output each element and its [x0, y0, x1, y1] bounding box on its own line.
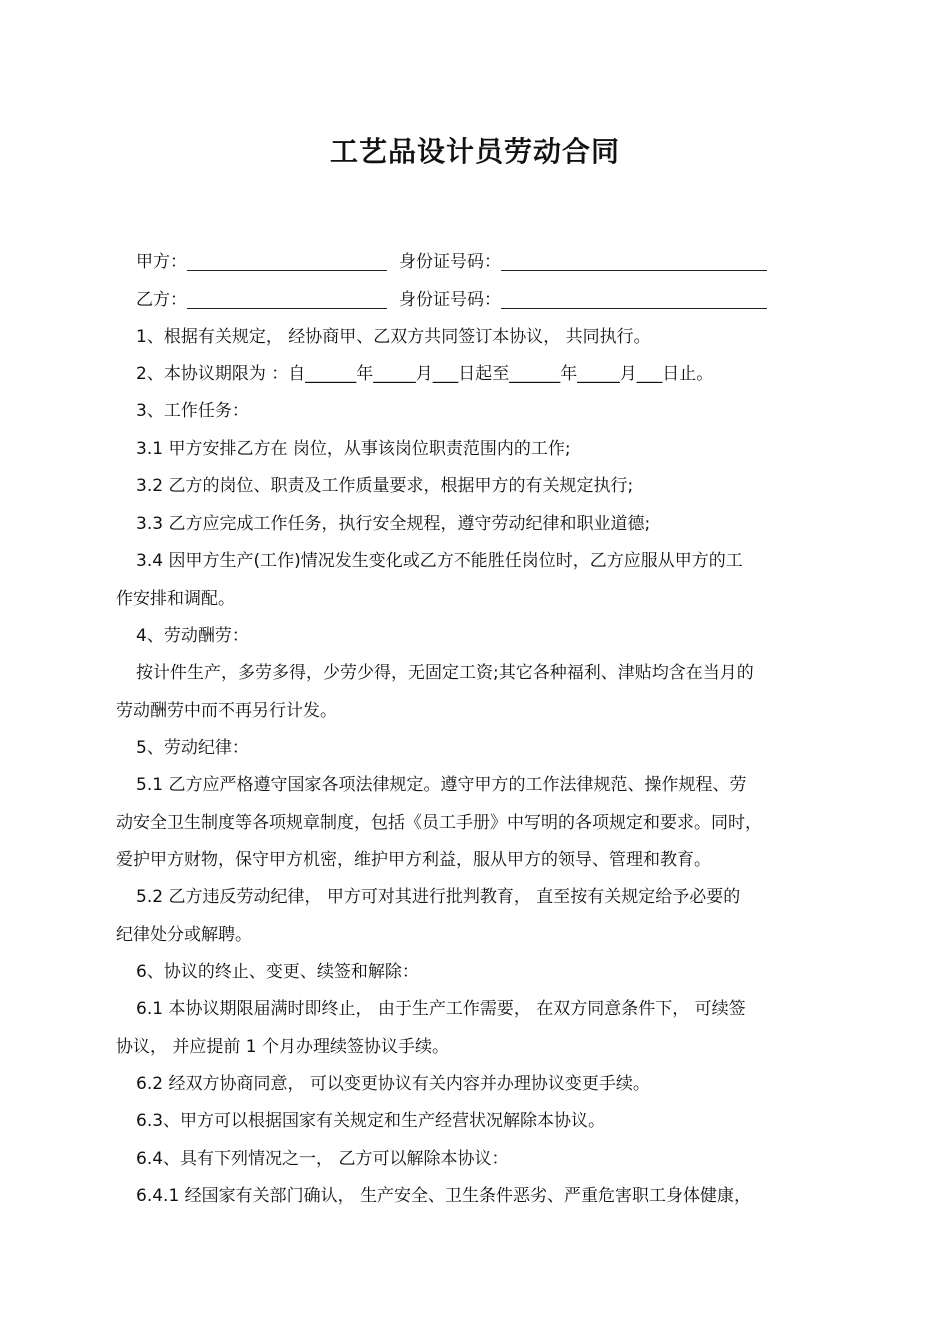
clause-5-1-cont: 动安全卫生制度等各项规章制度，包括《员工手册》中写明的各项规定和要求。同时，	[116, 813, 762, 833]
party-b-id-blank[interactable]	[501, 290, 767, 309]
party-a-id-blank[interactable]	[501, 252, 767, 271]
clause-6-4-1: 6.4.1 经国家有关部门确认， 生产安全、卫生条件恶劣、严重危害职工身体健康，	[136, 1186, 752, 1206]
clause-5-2: 5.2 乙方违反劳动纪律， 甲方可对其进行批判教育， 直至按有关规定给予必要的	[136, 887, 741, 907]
clause-3-1: 3.1 甲方安排乙方在 岗位，从事该岗位职责范围内的工作;	[136, 439, 571, 459]
clause-5-1-cont2: 爱护甲方财物，保守甲方机密，维护甲方利益，服从甲方的领导、管理和教育。	[116, 850, 711, 870]
section-3-heading: 3、工作任务：	[136, 401, 249, 421]
section-5-heading: 5、劳动纪律：	[136, 738, 249, 758]
party-b-name-blank[interactable]	[187, 290, 387, 309]
clause-6-2: 6.2 经双方协商同意， 可以变更协议有关内容并办理协议变更手续。	[136, 1074, 650, 1094]
clause-5-1: 5.1 乙方应严格遵守国家各项法律规定。遵守甲方的工作法律规范、操作规程、劳	[136, 775, 747, 795]
section-6-heading: 6、协议的终止、变更、续签和解除：	[136, 962, 419, 982]
clause-6-3: 6.3、甲方可以根据国家有关规定和生产经营状况解除本协议。	[136, 1111, 606, 1131]
clause-3-3: 3.3 乙方应完成工作任务，执行安全规程，遵守劳动纪律和职业道德;	[136, 514, 651, 534]
party-b-label: 乙方：	[136, 290, 187, 310]
clause-4-text-cont: 劳动酬劳中而不再另行计发。	[116, 701, 337, 721]
party-b-id-label: 身份证号码：	[399, 290, 501, 310]
clause-4-text: 按计件生产，多劳多得，少劳少得，无固定工资;其它各种福利、津贴均含在当月的	[136, 663, 754, 683]
clause-5-2-cont: 纪律处分或解聘。	[116, 925, 252, 945]
clause-2: 2、本协议期限为 ：自______年_____月___日起至______年_____月___日止。	[136, 364, 714, 384]
clause-3-4-cont: 作安排和调配。	[116, 589, 235, 609]
clause-6-1-cont: 协议， 并应提前 1 个月办理续签协议手续。	[116, 1037, 450, 1057]
party-b-row	[136, 288, 767, 312]
clause-6-4: 6.4、具有下列情况之一， 乙方可以解除本协议：	[136, 1149, 509, 1169]
party-a-id-label: 身份证号码：	[399, 252, 501, 272]
clause-6-1: 6.1 本协议期限届满时即终止， 由于生产工作需要， 在双方同意条件下， 可续签	[136, 999, 746, 1019]
clause-3-4: 3.4 因甲方生产(工作)情况发生变化或乙方不能胜任岗位时，乙方应服从甲方的工	[136, 551, 743, 571]
document-title: 工艺品设计员劳动合同	[329, 135, 620, 168]
section-4-heading: 4、劳动酬劳：	[136, 626, 249, 646]
party-a-row	[136, 250, 767, 274]
party-a-label: 甲方：	[136, 252, 187, 272]
clause-3-2: 3.2 乙方的岗位、职责及工作质量要求，根据甲方的有关规定执行;	[136, 476, 634, 496]
party-a-name-blank[interactable]	[187, 252, 387, 271]
clause-1: 1、根据有关规定， 经协商甲、乙双方共同签订本协议， 共同执行。	[136, 327, 651, 347]
